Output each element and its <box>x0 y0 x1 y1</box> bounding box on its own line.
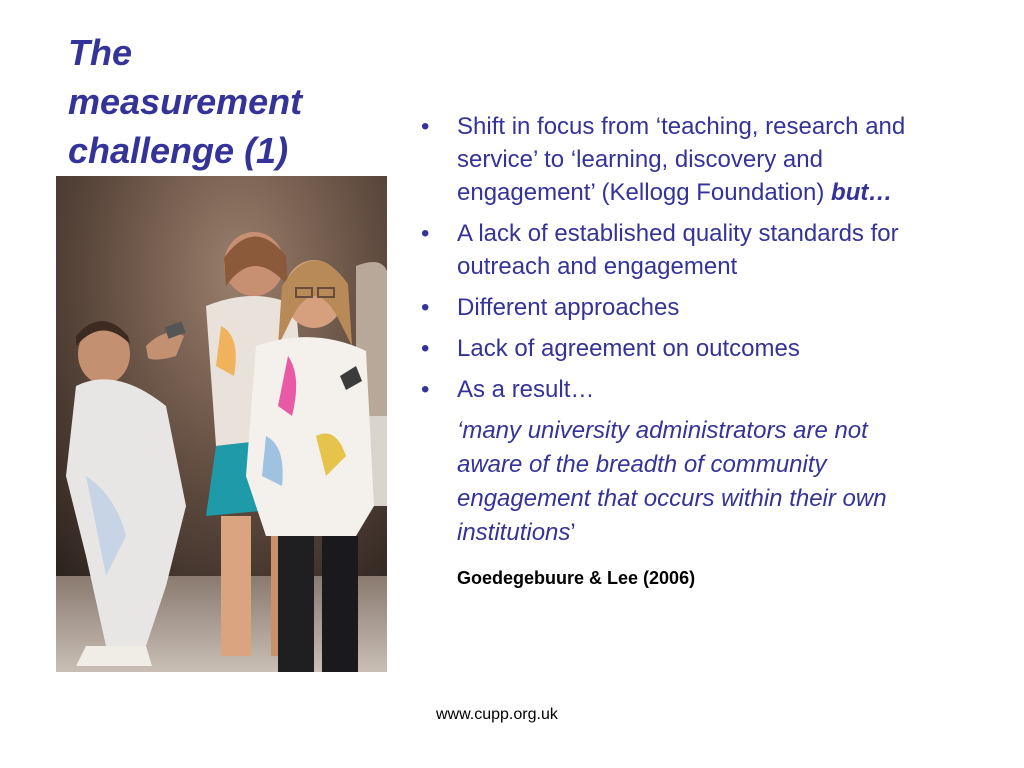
slide-photo <box>56 176 387 672</box>
bullet-marker: • <box>421 220 430 247</box>
bullet-text: Shift in focus from ‘teaching, research and service’ to ‘learning, discovery and engagement’ (Kellogg Foundation) <box>457 113 906 206</box>
slide-title: The measurement challenge (1) <box>68 32 303 171</box>
slide-content <box>412 110 932 590</box>
bullet-emphasis: but… <box>831 179 893 206</box>
bullet-text: As a result… <box>457 376 595 403</box>
bullet-marker: • <box>421 113 430 140</box>
bullet-item <box>412 291 932 324</box>
bullet-item <box>412 110 932 209</box>
citation: Goedegebuure & Lee (2006) <box>457 568 696 588</box>
bullet-text: Lack of agreement on outcomes <box>457 335 800 362</box>
bullet-marker: • <box>421 335 430 362</box>
bullet-item <box>412 373 932 406</box>
footer-url: www.cupp.org.uk <box>436 706 558 723</box>
quote-block <box>457 414 932 550</box>
bullet-item <box>412 332 932 365</box>
bullet-text: Different approaches <box>457 294 680 321</box>
quote-close: ’ <box>570 519 576 546</box>
quote-text: ‘many university administrators are not aware of the breadth of community engagement that occurs within their own institutions <box>457 417 887 546</box>
bullet-marker: • <box>421 376 430 403</box>
bullet-list <box>412 110 932 406</box>
bullet-text: A lack of established quality standards for outreach and engagement <box>457 220 899 280</box>
photo-illustration <box>56 176 387 672</box>
bullet-marker: • <box>421 294 430 321</box>
bullet-item <box>412 217 932 283</box>
